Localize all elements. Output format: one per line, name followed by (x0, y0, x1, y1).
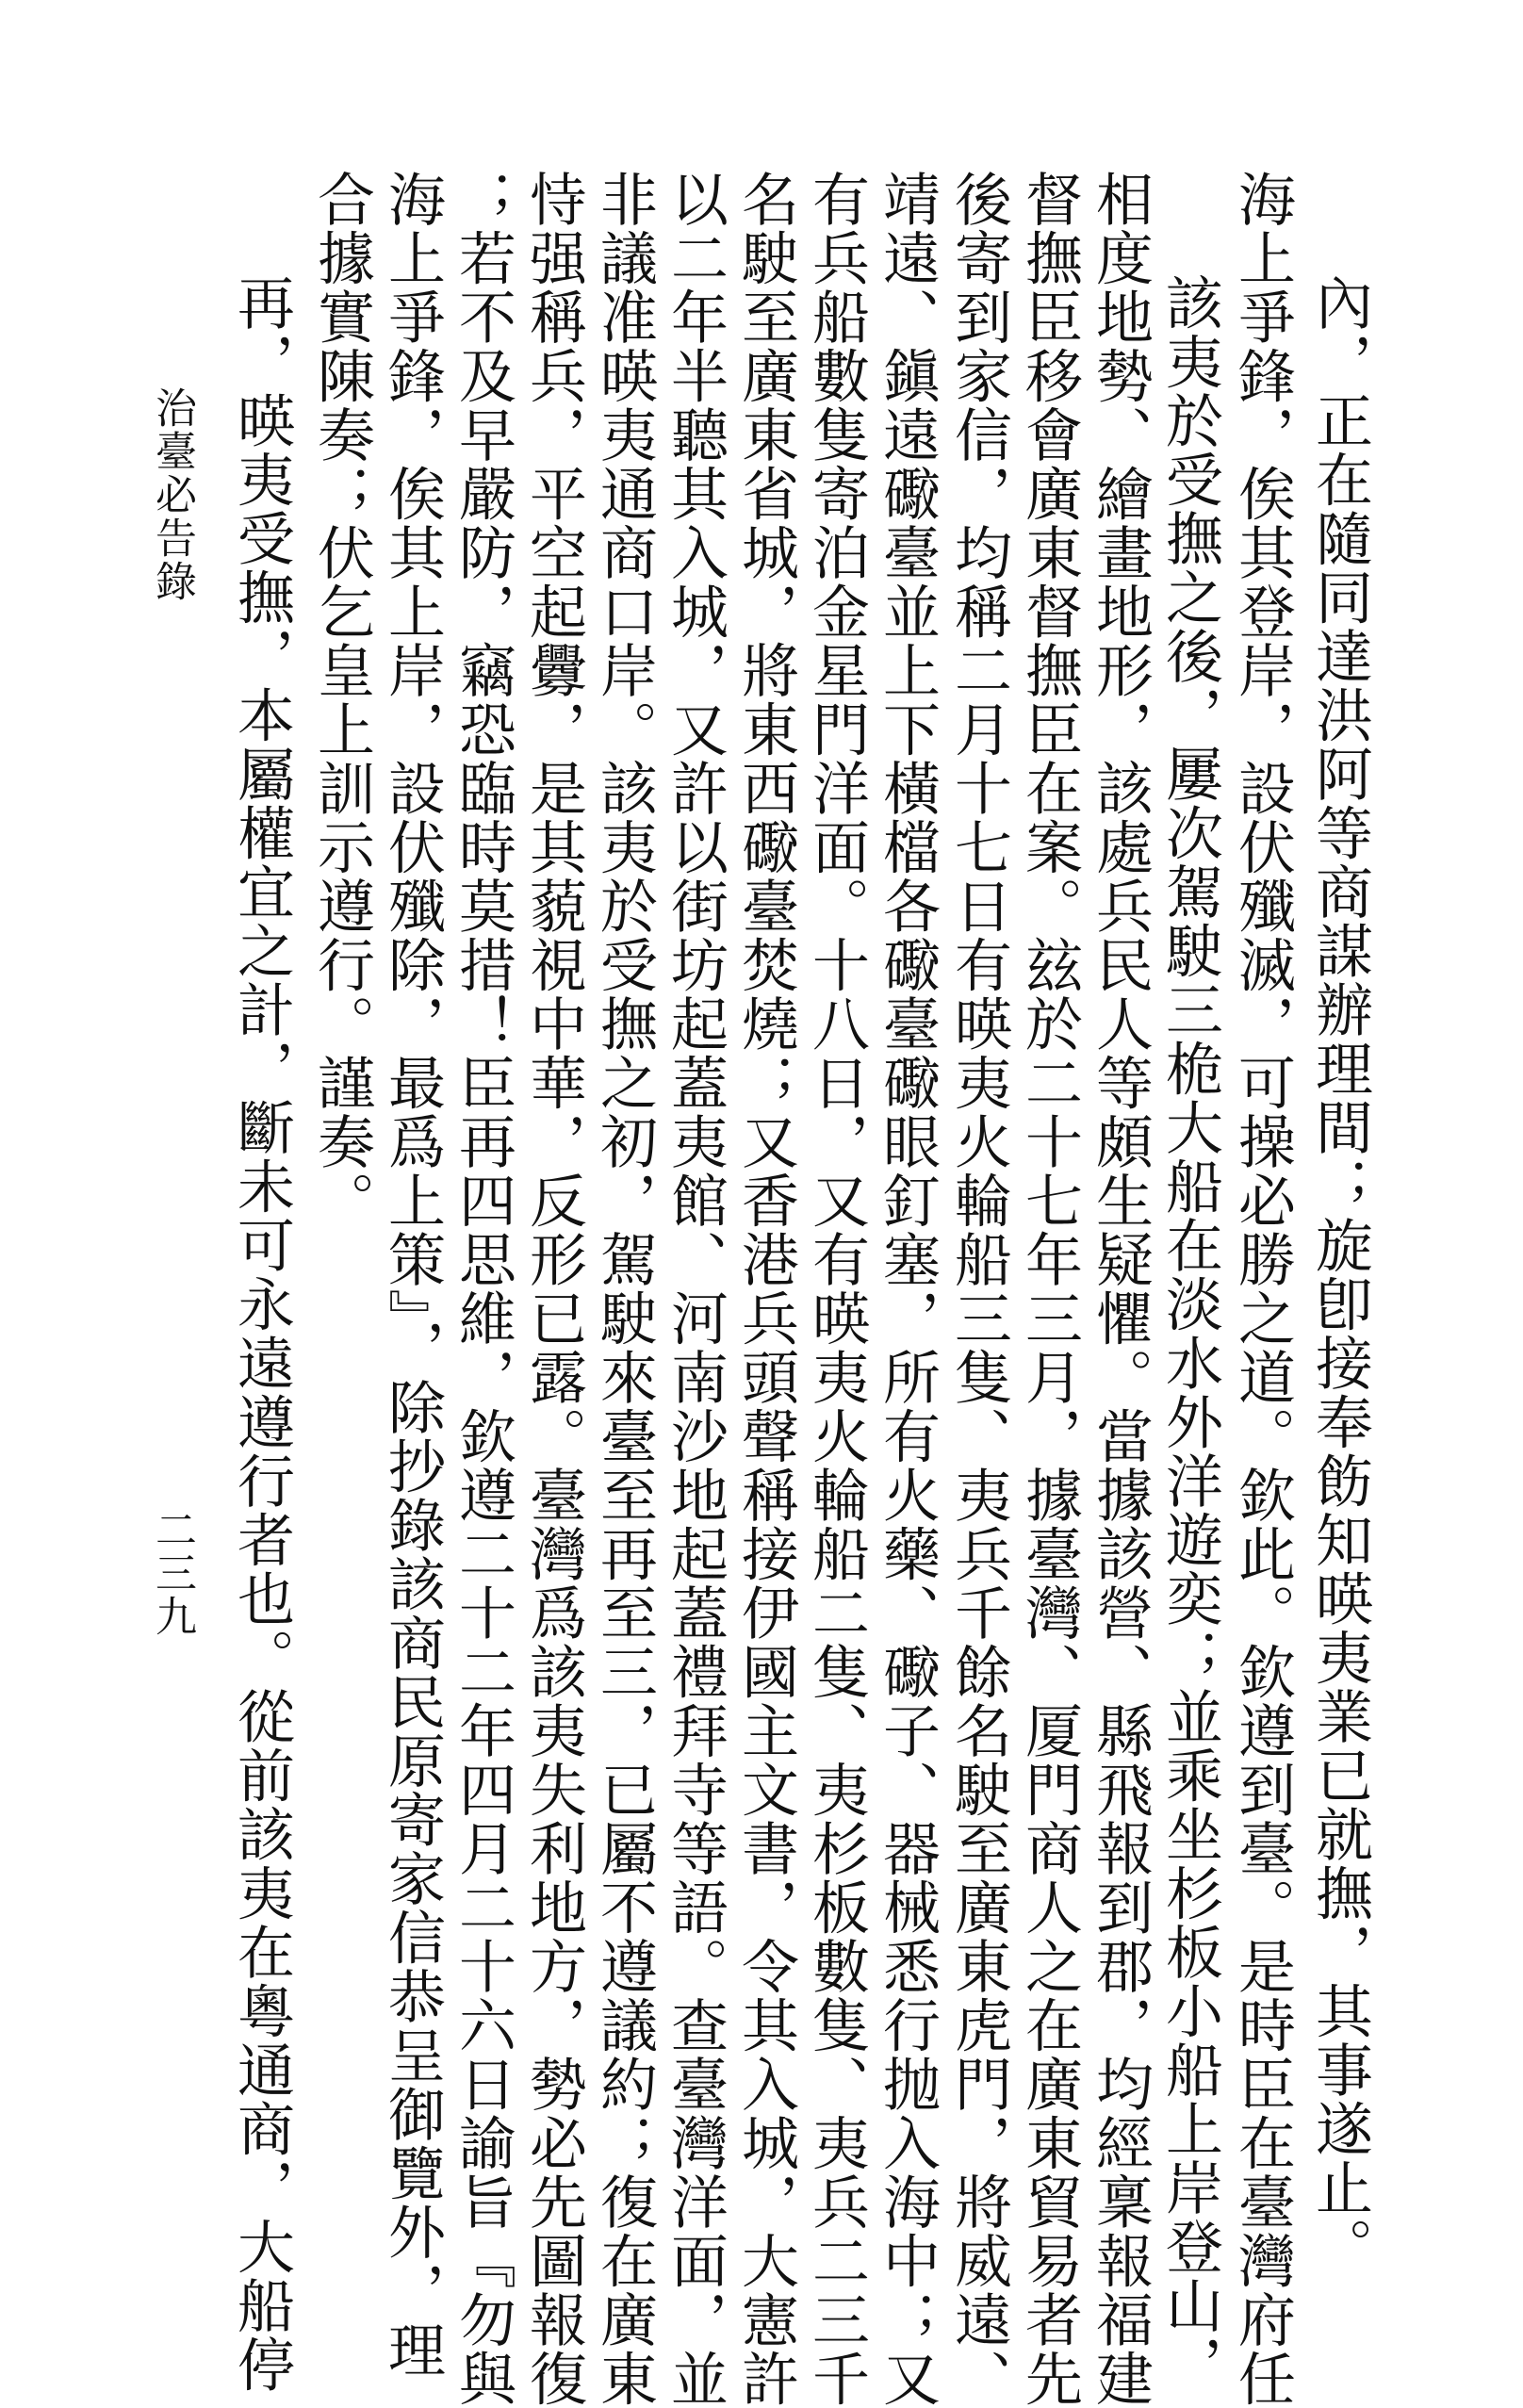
text-column-5: 督撫臣移會廣東督撫臣在案。玆於二十七年三月，據臺灣、厦門商人之在廣東貿易者先 (1016, 170, 1083, 2408)
text-column-10: 以二年半聽其入城，又許以街坊起蓋夷館、河南沙地起蓋禮拜寺等語。查臺灣洋面，並 (662, 170, 729, 2408)
text-column-15: 合據實陳奏；伏乞皇上訓示遵行。謹奏。 (308, 170, 375, 1230)
text-column-7: 靖遠、鎭遠礮臺並上下橫檔各礮臺礮眼釘塞，所有火藥、礮子、器械悉行抛入海中；又 (874, 170, 941, 2408)
text-column-6: 後寄到家信，均稱二月十七日有暎夷火輪船三隻、夷兵千餘名駛至廣東虎門，將威遠、 (945, 170, 1012, 2408)
text-column-11: 非議准暎夷通商口岸。該夷於受撫之初，駕駛來臺至再至三，已屬不遵議約；復在廣東 (591, 170, 658, 2408)
text-column-8: 有兵船數隻寄泊金星門洋面。十八日，又有暎夷火輪船二隻、夷杉板數隻、夷兵二三千 (803, 170, 870, 2408)
text-column-13: ；若不及早嚴防，竊恐臨時莫措！臣再四思維，欽遵二十二年四月二十六日諭旨『勿與 (450, 170, 516, 2408)
text-column-16: 再，暎夷受撫，本屬權宜之計，斷未可永遠遵行者也。從前該夷在粵通商，大船停 (228, 273, 295, 2394)
book-title: 治臺必告錄 (148, 386, 196, 603)
text-column-9: 名駛至廣東省城，將東西礮臺焚燒；又香港兵頭聲稱接伊國主文書，令其入城，大憲許 (732, 170, 799, 2408)
text-column-14: 海上爭鋒，俟其上岸，設伏殲除，最爲上策』，除抄錄該商民原寄家信恭呈御覽外，理 (379, 170, 446, 2380)
text-column-12: 恃强稱兵，平空起釁，是其藐視中華，反形已露。臺灣爲該夷失利地方，勢必先圖報復 (520, 170, 587, 2408)
page-number: 二三九 (148, 1508, 196, 1638)
text-column-indented: 該夷於受撫之後，屢次駕駛三桅大船在淡水外洋遊奕；並乘坐杉板小船上岸登山， (1156, 273, 1223, 2394)
text-column-4: 相度地勢、繪畫地形，該處兵民人等頗生疑懼。當據該營、縣飛報到郡，均經稟報福建 (1087, 170, 1154, 2408)
text-column-2: 海上爭鋒，俟其登岸，設伏殲滅，可操必勝之道。欽此。欽遵到臺。是時臣在臺灣府任 (1229, 170, 1296, 2408)
text-column-1: 內，正在隨同達洪阿等商謀辦理間；旋卽接奉飭知暎夷業已就撫，其事遂止。 (1306, 273, 1373, 2276)
